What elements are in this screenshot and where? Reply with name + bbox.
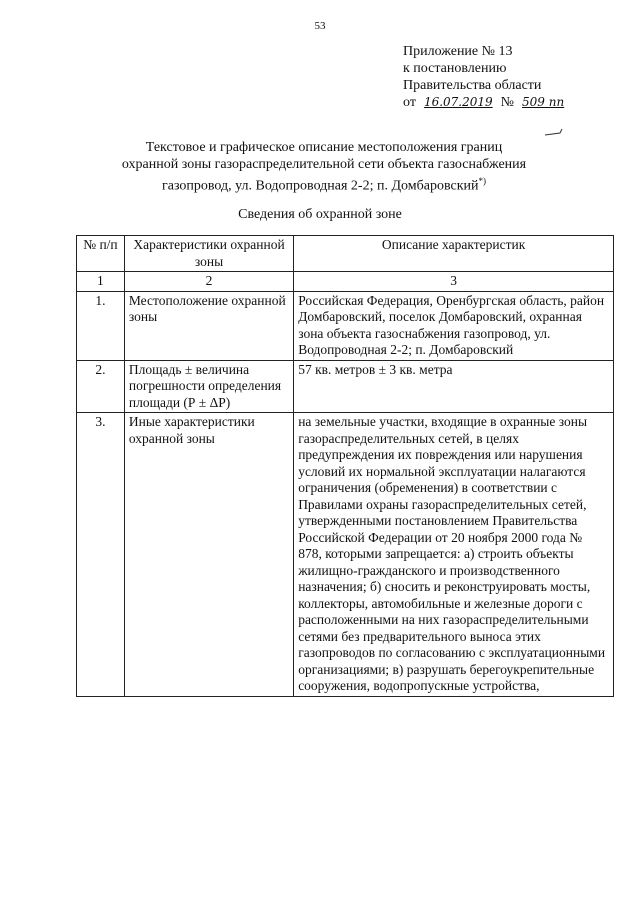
handwritten-number: 509 пп [522,95,565,109]
appendix-date-line [403,94,570,111]
appendix-block [403,43,570,111]
column-number-2: 2 [124,272,293,292]
number-label: № [500,95,515,110]
row-characteristic: Площадь ± величина погрешности определения площади (Р ± ΔР) [124,360,293,413]
zone-info-table [76,235,614,697]
from-label: от [403,95,416,110]
header-description: Описание характеристик [294,236,614,272]
appendix-line-3: Правительства области [403,78,542,93]
row-description: на земельные участки, входящие в охранные зоны газораспределительных сетей, в целях предупреждения их повреждения или нарушения условий их нормальной эксплуатации налагаются ограничения (обременения) в соответствии с Правилами охраны газораспределительных сетей, утвержденными постановлением Правительства Российской Федерации от 20 ноября 2000 года № 878, которыми запрещается: а) строить объекты жилищно-гражданского и производственного назначения; б) сносить и реконструировать мосты, коллекторы, автомобильные и железные дороги с расположенными на них газораспределительными сетями без предварительного выноса этих газопроводов по согласованию с эксплуатационными организациями; в) разрушать берегоукрепительные сооружения, водопропускные устройства, [294,413,614,697]
title-line-3 [90,173,558,195]
row-num: 1. [77,291,125,360]
appendix-line-1: Приложение № 13 [403,44,513,59]
column-number-1: 1 [77,272,125,292]
table-row [77,291,614,360]
row-description: 57 кв. метров ± 3 кв. метра [294,360,614,413]
table-row [77,360,614,413]
appendix-line-2: к постановлению [403,61,507,76]
handwritten-date: 16.07.2019 [423,95,493,109]
row-num: 3. [77,413,125,697]
row-num: 2. [77,360,125,413]
document-title [90,139,558,195]
table-header-row [77,236,614,272]
table-row [77,413,614,697]
section-title: Сведения об охранной зоне [238,207,402,222]
row-characteristic: Местоположение охранной зоны [124,291,293,360]
title-line-2: охранной зоны газораспределительной сети объекта газоснабжения [121,157,527,172]
pen-mark [544,128,564,138]
page-number: 53 [314,20,326,32]
row-description: Российская Федерация, Оренбургская область, район Домбаровский, поселок Домбаровский, охранная зона объекта газоснабжения газопровод, ул. Водопроводная 2-2; п. Домбаровский [294,291,614,360]
title-line-1: Текстовое и графическое описание местоположения границ [145,140,503,155]
header-characteristic: Характеристики охранной зоны [124,236,293,272]
title-line-3-text: газопровод, ул. Водопроводная 2-2; п. Домбаровский [162,178,479,194]
footnote-mark: *) [478,176,486,186]
column-number-3: 3 [294,272,614,292]
row-characteristic: Иные характеристики охранной зоны [124,413,293,697]
header-num: № п/п [77,236,125,272]
column-number-row [77,272,614,292]
